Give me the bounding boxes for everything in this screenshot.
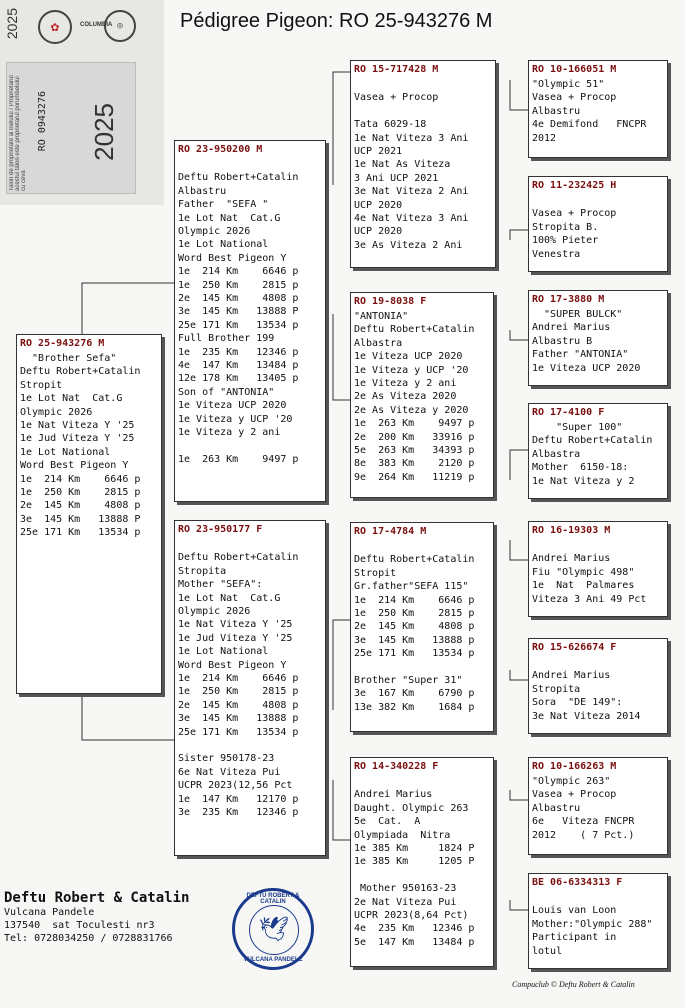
detail-line: 25e 171 Km 13534 p (178, 726, 299, 738)
detail-line: 2e As Viteza 2020 (354, 391, 457, 403)
detail-line (532, 891, 665, 904)
detail-line: 1e Viteza UCP 2020 (354, 351, 463, 363)
detail-line: Stropita B. (532, 221, 599, 233)
detail-line: Sister 950178-23 (178, 753, 275, 765)
detail-line: 1e 235 Km 12346 p (178, 346, 299, 358)
detail-line: Louis van Loon (532, 905, 617, 917)
detail-line: UCPR 2023(12,56 Pct (178, 780, 293, 792)
pigeon-details (20, 352, 159, 540)
detail-line: 1e Lot Nat Cat.G (178, 212, 281, 224)
sire-dam-box (350, 292, 494, 498)
detail-line: Albastra (532, 448, 581, 460)
dam-dam-dam-box (528, 873, 668, 969)
detail-line: 1e 214 Km 6646 p (20, 473, 141, 485)
detail-line: Albastru (532, 105, 581, 117)
detail-line: Mother:"Olympic 288" (532, 918, 653, 930)
ring-number: RO 17-4100 F (532, 407, 605, 418)
pigeon-details (532, 656, 665, 723)
sire-sire-dam-box (528, 176, 668, 272)
ring-number: RO 10-166051 M (532, 64, 617, 75)
stamp-bottom-text: VULCANA PANDELE (243, 957, 303, 963)
ring-number: RO 17-4784 M (354, 526, 427, 537)
detail-line: Deftu Robert+Catalin (354, 324, 475, 336)
detail-line (178, 440, 323, 453)
detail-line: Word Best Pigeon Y (178, 659, 287, 671)
detail-line: 2e 145 Km 4808 p (178, 293, 299, 305)
detail-line: Stropita (178, 565, 227, 577)
detail-line: 1e 385 Km 1824 P (354, 843, 475, 855)
detail-line: 2e As Viteza y 2020 (354, 404, 469, 416)
ring-tag-photo (0, 0, 164, 205)
ring-number: RO 15-717428 M (354, 64, 439, 75)
detail-line: "ANTONIA" (354, 311, 409, 322)
detail-line: 4e Nat Viteza 3 Ani (354, 213, 469, 225)
breeder-phone: Tel: 0728034250 / 0728831766 (4, 933, 173, 944)
certificate-text: Talon de proprietate al inelului / Proprietarul acestui talon este proprietarul porumbelului cu ceva (9, 75, 27, 191)
detail-line: 3e 167 Km 6790 p (354, 688, 475, 700)
detail-line: UCP 2021 (354, 146, 403, 157)
detail-line: 12e 178 Km 13405 p (178, 373, 299, 385)
detail-line: Deftu Robert+Catalin (354, 554, 475, 566)
detail-line: 9e 264 Km 11219 p (354, 471, 475, 483)
detail-line: 2e 145 Km 4808 p (178, 699, 299, 711)
detail-line: 1e Viteza UCP 2020 (532, 362, 641, 374)
ring-number: RO 14-340228 F (354, 761, 439, 772)
detail-line: Mother "SEFA": (178, 579, 263, 591)
detail-line: 1e Lot National (20, 446, 111, 458)
detail-line: 1e 250 Km 2815 p (20, 487, 141, 499)
detail-line: 25e 171 Km 13534 p (354, 648, 475, 660)
detail-line: 100% Pieter (532, 235, 599, 247)
detail-line (532, 656, 665, 669)
sire-dam-sire-box (528, 290, 668, 386)
detail-line: 4e 235 Km 12346 p (354, 923, 475, 935)
sire-sire-box (350, 60, 496, 268)
detail-line: 3e 235 Km 12346 p (178, 807, 299, 819)
detail-line: Sora "DE 149": (532, 697, 623, 709)
ring-number: BE 06-6334313 F (532, 877, 623, 888)
detail-line: 1e 263 Km 9497 p (354, 418, 475, 430)
pigeon-details (354, 540, 491, 714)
detail-line: 8e 383 Km 2120 p (354, 458, 475, 470)
detail-line: 1e 214 Km 6646 p (178, 673, 299, 685)
detail-line: 2012 (532, 132, 557, 144)
detail-line: 1e Nat Viteza Y '25 (178, 619, 293, 631)
breeder-address-line1: Vulcana Pandele (4, 907, 95, 918)
detail-line (178, 538, 323, 551)
dam-sire-box (350, 522, 494, 732)
pigeon-details (354, 78, 493, 252)
page-title: Pédigree Pigeon: RO 25-943276 M (180, 10, 493, 32)
detail-line: 3e Nat Viteza 2014 (532, 710, 641, 722)
detail-line: 3e 145 Km 13888 p (354, 634, 475, 646)
pigeon-details (354, 775, 491, 949)
detail-line: 1e Viteza y UCP '20 (178, 413, 293, 425)
detail-line: 2e Nat Viteza Pui (354, 896, 457, 908)
detail-line (532, 194, 665, 207)
detail-line: Albastru (178, 185, 227, 197)
detail-line: Mother 950163-23 (354, 883, 457, 895)
detail-line: 1e Jud Viteza Y '25 (20, 433, 135, 445)
detail-line: 13e 382 Km 1684 p (354, 701, 475, 713)
detail-line: Brother "Super 31" (354, 675, 463, 687)
detail-line: Andrei Marius (532, 553, 611, 565)
detail-line: UCP 2020 (354, 226, 403, 238)
ring-number: RO 16-19303 M (532, 525, 611, 536)
stamp-top-text: DEFTU ROBERT & CATALIN (246, 893, 300, 905)
dam-box (174, 520, 326, 856)
detail-line: Daught. Olympic 263 (354, 802, 469, 814)
detail-line: 3e Nat Viteza 2 Ani (354, 186, 469, 198)
detail-line: Stropita (532, 683, 581, 695)
certificate-year: 2025 (89, 103, 119, 161)
ring-certificate (6, 62, 136, 194)
dam-dam-sire-box (528, 757, 668, 855)
pigeon-details (532, 775, 665, 842)
detail-line: 25e 171 Km 13534 p (20, 527, 141, 539)
ring-number: RO 17-3880 M (532, 294, 605, 305)
detail-line: Deftu Robert+Catalin (178, 552, 299, 564)
detail-line: Father "SEFA " (178, 199, 269, 211)
detail-line: 1e Jud Viteza Y '25 (178, 632, 293, 644)
detail-line (354, 775, 491, 788)
breeder-info (4, 890, 189, 945)
sire-dam-dam-box (528, 403, 668, 499)
pigeon-details (532, 194, 665, 261)
detail-line: 1e Nat Viteza y 2 (532, 475, 635, 487)
detail-line: 4e Demifond FNCPR (532, 119, 647, 131)
detail-line: Deftu Robert+Catalin (532, 435, 653, 447)
ring-number: RO 23-950200 M (178, 144, 263, 155)
detail-line: Stropit (354, 567, 397, 579)
detail-line: 1e Nat Palmares (532, 580, 635, 592)
detail-line: Albastru B (532, 335, 593, 347)
detail-line: Vasea + Procop (532, 208, 617, 220)
ring-number: RO 15-626674 F (532, 642, 617, 653)
detail-line: Son of "ANTONIA" (178, 386, 275, 398)
detail-line: 25e 171 Km 13534 p (178, 319, 299, 331)
detail-line: 1e 214 Km 6646 p (354, 594, 475, 606)
detail-line: 1e Viteza y UCP '20 (354, 364, 469, 376)
dove-icon: 🕊 (249, 905, 299, 955)
sire-sire-sire-box (528, 60, 668, 158)
detail-line: 1e Viteza UCP 2020 (178, 400, 287, 412)
detail-line: Full Brother 199 (178, 333, 275, 345)
detail-line: Olympic 2026 (178, 226, 251, 238)
detail-line: 1e 250 Km 2815 p (178, 686, 299, 698)
detail-line: Word Best Pigeon Y (178, 252, 287, 264)
dam-sire-dam-box (528, 638, 668, 734)
detail-line: Father "ANTONIA" (532, 349, 629, 361)
detail-line: 1e Nat Viteza 3 Ani (354, 132, 469, 144)
detail-line: 1e 263 Km 9497 p (178, 453, 299, 465)
detail-line: 1e Lot Nat Cat.G (178, 592, 281, 604)
detail-line: 2e 145 Km 4808 p (20, 500, 141, 512)
detail-line: Fiu "Olympic 498" (532, 566, 635, 578)
detail-line: Andrei Marius (354, 789, 433, 801)
breeder-stamp (232, 888, 314, 970)
breeder-address-line2: 137540 sat Toculesti nr3 (4, 920, 155, 931)
detail-line: Vasea + Procop (354, 92, 439, 104)
detail-line (178, 158, 323, 171)
detail-line: 1e 147 Km 12170 p (178, 793, 299, 805)
detail-line: Word Best Pigeon Y (20, 460, 129, 472)
pigeon-details (354, 310, 491, 484)
breeder-name: Deftu Robert & Catalin (4, 890, 190, 906)
detail-line (354, 540, 491, 553)
detail-line: Olympic 2026 (20, 406, 93, 418)
detail-line: Participant in (532, 932, 617, 944)
detail-line: 1e Viteza y 2 ani (178, 427, 281, 439)
detail-line: Olympiada Nitra (354, 829, 451, 841)
detail-line: 1e Nat Viteza Y '25 (20, 420, 135, 432)
detail-line (354, 661, 491, 674)
detail-line: 5e Cat. A (354, 816, 421, 828)
pigeon-details (532, 308, 665, 375)
detail-line: 1e Nat As Viteza (354, 159, 451, 171)
detail-line (532, 539, 665, 552)
dam-dam-box (350, 757, 494, 967)
detail-line: 5e 263 Km 34393 p (354, 445, 475, 457)
columbia-logo-icon: ◎ (104, 10, 136, 42)
tag-year-label: 2025 (4, 8, 20, 40)
detail-line: Olympic 2026 (178, 606, 251, 618)
detail-line: Viteza 3 Ani 49 Pct (532, 593, 647, 605)
detail-line: lotul (532, 945, 563, 957)
detail-line: 5e 147 Km 13484 p (354, 936, 475, 948)
tag-brand: COLUMBIA (80, 22, 113, 28)
sire-box (174, 140, 326, 502)
detail-line: Stropit (20, 379, 63, 391)
detail-line: "Olympic 51" (532, 79, 605, 90)
certificate-ring-number: RO 0943276 (37, 91, 48, 152)
detail-line: 6e Viteza FNCPR (532, 816, 635, 828)
ring-number: RO 19-8038 F (354, 296, 427, 307)
detail-line: Albastru (532, 802, 581, 814)
detail-line: 1e 250 Km 2815 p (178, 279, 299, 291)
pigeon-details (532, 539, 665, 606)
ring-number: RO 23-950177 F (178, 524, 263, 535)
detail-line: Gr.father"SEFA 115" (354, 581, 469, 593)
detail-line: 1e Lot National (178, 239, 269, 251)
detail-line: 4e 147 Km 13484 p (178, 360, 299, 372)
detail-line: 2e 145 Km 4808 p (354, 621, 475, 633)
detail-line: Andrei Marius (532, 670, 611, 682)
dam-sire-sire-box (528, 521, 668, 617)
detail-line: Albastra (354, 337, 403, 349)
detail-line: Deftu Robert+Catalin (20, 366, 141, 378)
detail-line: 1e 250 Km 2815 p (354, 608, 475, 620)
pigeon-details (532, 421, 665, 488)
detail-line: "SUPER BULCK" (532, 309, 623, 320)
detail-line: UCPR 2023(8,64 Pct) (354, 910, 469, 922)
detail-line: "Brother Sefa" (20, 353, 117, 364)
ring-number: RO 10-166263 M (532, 761, 617, 772)
pigeon-details (532, 78, 665, 145)
detail-line: "Olympic 263" (532, 776, 611, 787)
detail-line (354, 869, 491, 882)
union-logo-icon: ✿ (38, 10, 72, 44)
detail-line: 1e 214 Km 6646 p (178, 266, 299, 278)
detail-line: 3e 145 Km 13888 P (20, 513, 141, 525)
detail-line (178, 739, 323, 752)
detail-line: 1e Viteza y 2 ani (354, 378, 457, 390)
detail-line (354, 78, 493, 91)
ring-number: RO 25-943276 M (20, 338, 105, 349)
detail-line: Vasea + Procop (532, 92, 617, 104)
footer-credit: Compuclub © Deftu Robert & Catalin (512, 980, 635, 989)
pigeon-details (532, 891, 665, 958)
detail-line: 3 Ani UCP 2021 (354, 172, 439, 184)
detail-line: "Super 100" (532, 422, 623, 433)
detail-line: Deftu Robert+Catalin (178, 172, 299, 184)
detail-line: 3e 145 Km 13888 P (178, 306, 299, 318)
pigeon-details (178, 158, 323, 466)
pigeon-main-box (16, 334, 162, 694)
detail-line: Mother 6150-18: (532, 462, 629, 474)
detail-line: 1e Lot National (178, 646, 269, 658)
detail-line: 2e 200 Km 33916 p (354, 431, 475, 443)
detail-line (354, 105, 493, 118)
detail-line: Venestra (532, 248, 581, 260)
detail-line: 2012 ( 7 Pct.) (532, 829, 635, 841)
detail-line: 1e Lot Nat Cat.G (20, 393, 123, 405)
detail-line: 1e 385 Km 1205 P (354, 856, 475, 868)
pigeon-details (178, 538, 323, 820)
detail-line: Tata 6029-18 (354, 119, 427, 131)
detail-line: 3e As Viteza 2 Ani (354, 239, 463, 251)
detail-line: 6e Nat Viteza Pui (178, 766, 281, 778)
detail-line: UCP 2020 (354, 199, 403, 211)
detail-line: 3e 145 Km 13888 p (178, 713, 299, 725)
ring-number: RO 11-232425 H (532, 180, 617, 191)
detail-line: Andrei Marius (532, 322, 611, 334)
detail-line: Vasea + Procop (532, 789, 617, 801)
